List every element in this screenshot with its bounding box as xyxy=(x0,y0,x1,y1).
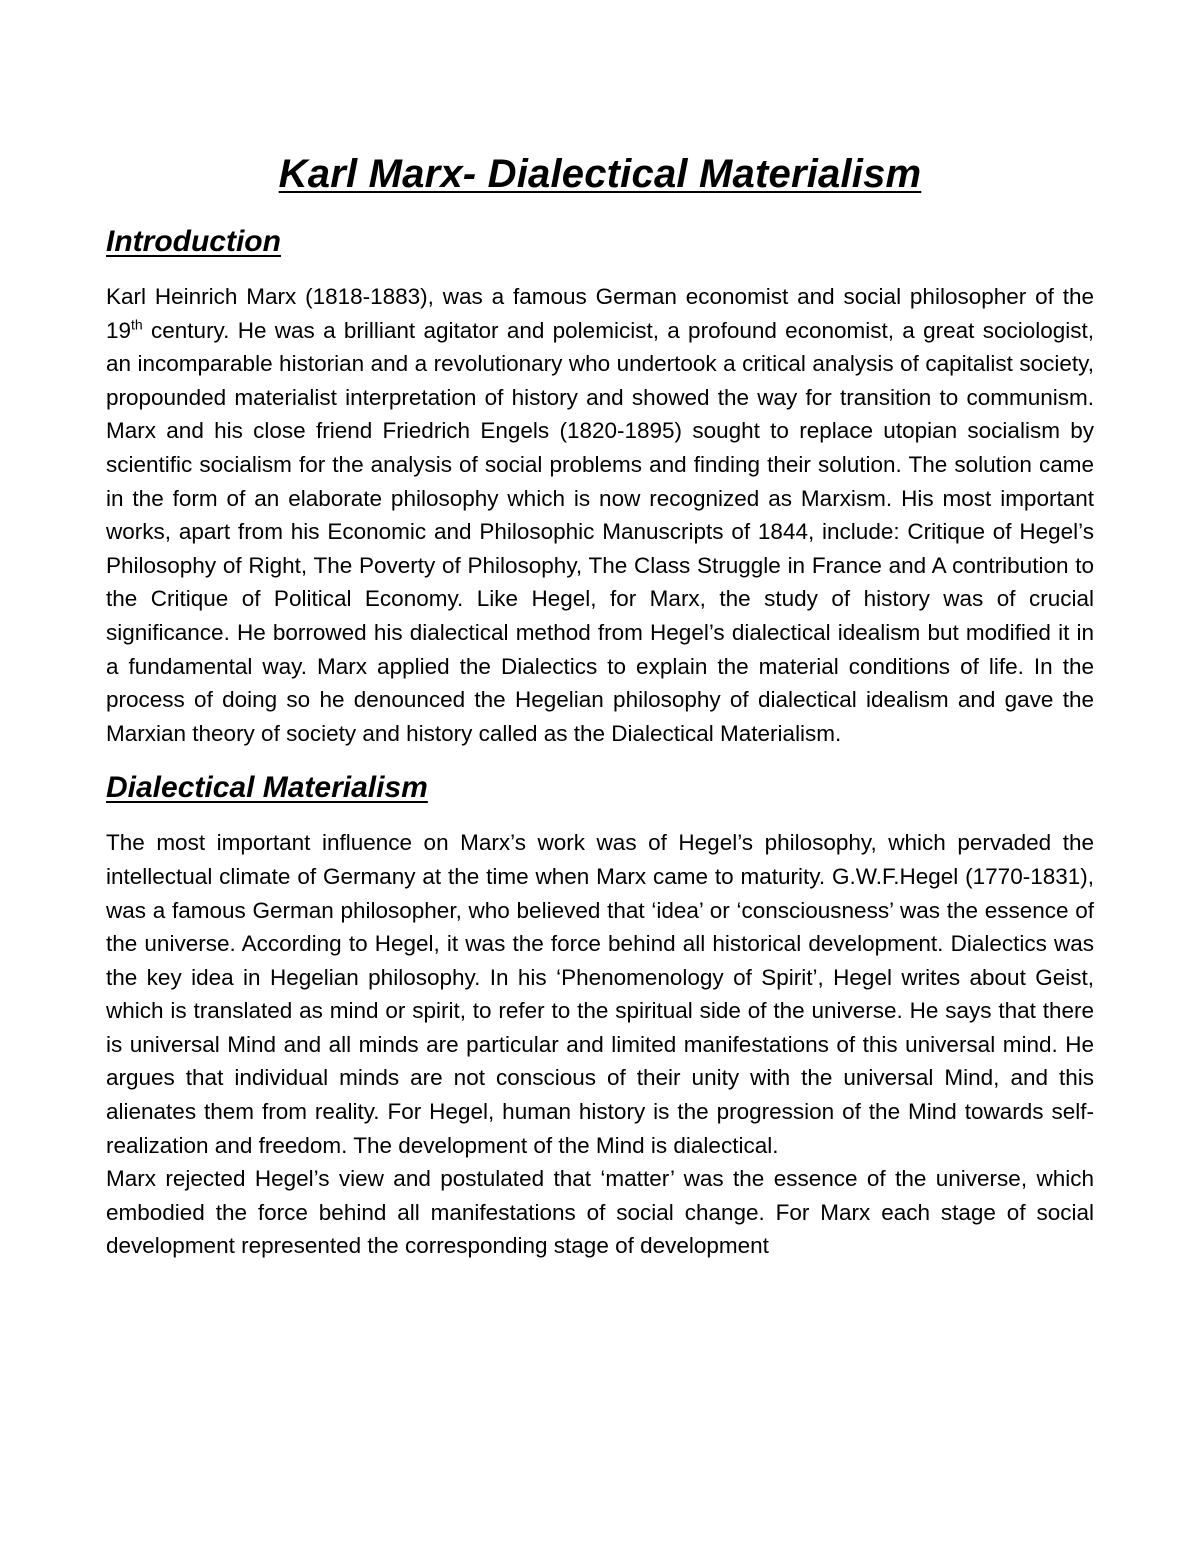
document-body xyxy=(106,146,1094,1263)
introduction-text-start: Karl Heinrich Marx (1818-1883), was a famous German economist and social philosopher of the 19 xyxy=(106,284,1094,343)
introduction-paragraph xyxy=(106,280,1094,750)
section-heading-dialectical-materialism: Dialectical Materialism xyxy=(106,771,428,805)
document-title: Karl Marx- Dialectical Materialism xyxy=(278,152,922,196)
dialectical-materialism-paragraph-1: The most important influence on Marx’s work was of Hegel’s philosophy, which pervaded the intellectual climate of Germany at the time when Marx came to maturity. G.W.F.Hegel (1770-1831), was a famous German philosopher, who believed that ‘idea’ or ‘consciousness’ was the essence of the universe. According to Hegel, it was the force behind all historical development. Dialectics was the key idea in Hegelian philosophy. In his ‘Phenomenology of Spirit’, Hegel writes about Geist, which is translated as mind or spirit, to refer to the spiritual side of the universe. He says that there is universal Mind and all minds are particular and limited manifestations of this universal mind. He argues that individual minds are not conscious of their unity with the universal Mind, and this alienates them from reality. For Hegel, human history is the progression of the Mind towards self-realization and freedom. The development of the Mind is dialectical. xyxy=(106,830,1094,1158)
dialectical-materialism-paragraph-2: Marx rejected Hegel’s view and postulated that ‘matter’ was the essence of the universe, which embodied the force behind all manifestations of social change. For Marx each stage of social development represented the corresponding stage of development xyxy=(106,1166,1094,1259)
ordinal-superscript: th xyxy=(131,316,143,333)
section-heading-introduction: Introduction xyxy=(106,225,281,258)
introduction-text-rest: century. He was a brilliant agitator and polemicist, a profound economist, a great sociologist, an incomparable historian and a revolutionary who undertook a critical analysis of capitalist society, propounded materialist interpretation of history and showed the way for transition to communism. Marx and his close friend Friedrich Engels (1820-1895) sought to replace utopian socialism by scientific socialism for the analysis of social problems and finding their solution. The solution came in the form of an elaborate philosophy which is now recognized as Marxism. His most important works, apart from his Economic and Philosophic Manuscripts of 1844, include: Critique of Hegel’s Philosophy of Right, The Poverty of Philosophy, The Class Struggle in France and A contribution to the Critique of Political Economy. Like Hegel, for Marx, the study of history was of crucial significance. He borrowed his dialectical method from Hegel’s dialectical idealism but modified it in a fundamental way. Marx applied the Dialectics to explain the material conditions of life. In the process of doing so he denounced the Hegelian philosophy of dialectical idealism and gave the Marxian theory of society and history called as the Dialectical Materialism. xyxy=(106,317,1094,746)
